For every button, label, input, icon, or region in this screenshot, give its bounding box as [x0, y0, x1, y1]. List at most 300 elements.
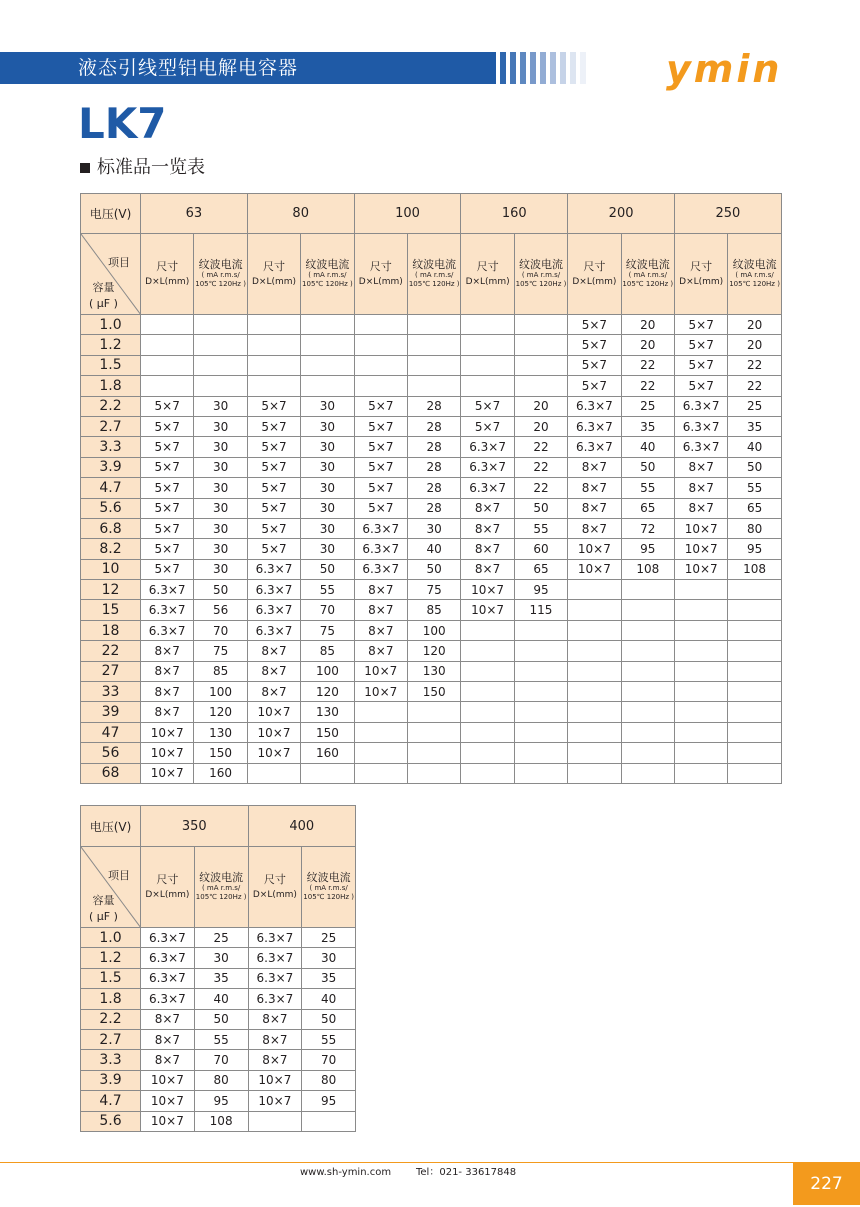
footer-telephone: Tel：021- 33617848	[416, 1167, 517, 1178]
ripple-header-condition: 105℃ 120Hz )	[303, 893, 354, 901]
ripple-header-condition: 105℃ 120Hz )	[729, 280, 780, 288]
ripple-cell: 20	[514, 416, 567, 436]
size-cell	[568, 600, 621, 620]
size-cell: 10×7	[354, 661, 407, 681]
size-cell: 6.3×7	[674, 396, 727, 416]
ripple-cell	[728, 743, 781, 763]
ripple-cell: 50	[728, 457, 781, 477]
capacitance-cell: 68	[81, 763, 141, 783]
size-cell	[674, 620, 727, 640]
ripple-cell	[621, 620, 674, 640]
ripple-cell: 70	[301, 600, 354, 620]
size-header-unit: D×L(mm)	[145, 276, 190, 287]
ripple-cell: 55	[302, 1029, 356, 1049]
size-cell: 6.3×7	[247, 620, 300, 640]
size-header-label: 尺寸	[369, 259, 392, 273]
size-cell: 10×7	[247, 702, 300, 722]
table-row	[81, 968, 356, 988]
size-cell	[568, 620, 621, 640]
ripple-cell	[407, 376, 460, 396]
size-cell: 10×7	[461, 580, 514, 600]
table-row	[81, 641, 782, 661]
ripple-header-label: 纹波电流	[198, 258, 243, 271]
corner-header	[81, 234, 141, 315]
ripple-cell: 20	[621, 335, 674, 355]
ripple-cell: 70	[194, 1050, 248, 1070]
size-cell: 5×7	[568, 335, 621, 355]
size-cell: 8×7	[141, 641, 194, 661]
ripple-cell: 30	[301, 437, 354, 457]
ripple-cell	[621, 763, 674, 783]
ripple-cell: 30	[301, 498, 354, 518]
capacitance-cell: 5.6	[81, 1111, 141, 1131]
ripple-cell: 30	[194, 498, 247, 518]
size-cell	[461, 376, 514, 396]
ripple-header-condition: 105℃ 120Hz )	[515, 280, 567, 288]
ripple-cell: 100	[407, 620, 460, 640]
spec-table-1	[80, 193, 782, 784]
size-header	[568, 234, 621, 315]
size-cell: 10×7	[141, 1070, 195, 1090]
size-cell: 10×7	[674, 559, 727, 579]
ripple-cell	[728, 661, 781, 681]
table-row	[81, 416, 782, 436]
table-row	[81, 702, 782, 722]
ripple-cell: 56	[194, 600, 247, 620]
capacitance-cell: 8.2	[81, 539, 141, 559]
size-cell: 6.3×7	[248, 948, 302, 968]
ripple-cell: 22	[621, 355, 674, 375]
ripple-cell	[407, 743, 460, 763]
ripple-header-label: 纹波电流	[199, 871, 244, 884]
capacitance-cell: 3.9	[81, 1070, 141, 1090]
ripple-header	[728, 234, 781, 315]
size-cell	[247, 376, 300, 396]
capacitance-cell: 39	[81, 702, 141, 722]
size-header	[141, 847, 195, 928]
size-cell: 5×7	[247, 498, 300, 518]
ripple-cell	[514, 620, 567, 640]
ripple-cell	[301, 315, 354, 335]
capacitance-cell: 1.2	[81, 948, 141, 968]
ripple-cell: 85	[407, 600, 460, 620]
size-cell	[461, 661, 514, 681]
ripple-cell	[621, 702, 674, 722]
ripple-cell	[301, 355, 354, 375]
capacitance-cell: 1.8	[81, 989, 141, 1009]
capacitance-cell: 5.6	[81, 498, 141, 518]
table-row	[81, 518, 782, 538]
ripple-cell: 95	[728, 539, 781, 559]
size-cell	[354, 743, 407, 763]
page-header-title: 液态引线型铝电解电容器	[78, 57, 299, 79]
table-row	[81, 396, 782, 416]
size-cell: 10×7	[674, 539, 727, 559]
ripple-header	[301, 234, 354, 315]
size-cell: 8×7	[141, 702, 194, 722]
capacity-unit: ( μF )	[89, 910, 118, 923]
size-cell	[461, 620, 514, 640]
size-cell: 6.3×7	[461, 457, 514, 477]
size-cell: 5×7	[141, 498, 194, 518]
ripple-cell	[621, 661, 674, 681]
size-cell: 5×7	[141, 478, 194, 498]
ripple-cell: 28	[407, 457, 460, 477]
ripple-cell	[728, 682, 781, 702]
ripple-cell: 85	[301, 641, 354, 661]
ripple-cell: 30	[194, 457, 247, 477]
table-row	[81, 661, 782, 681]
ripple-cell: 95	[194, 1091, 248, 1111]
ripple-cell: 30	[194, 518, 247, 538]
size-cell: 8×7	[354, 641, 407, 661]
ripple-cell	[728, 763, 781, 783]
ripple-cell: 30	[194, 416, 247, 436]
size-cell: 5×7	[141, 396, 194, 416]
voltage-header: 200	[568, 194, 675, 234]
size-cell	[674, 580, 727, 600]
size-cell: 5×7	[141, 518, 194, 538]
voltage-header: 63	[141, 194, 248, 234]
ripple-header-label: 纹波电流	[732, 258, 777, 271]
ripple-cell: 30	[194, 437, 247, 457]
header-stripes	[490, 52, 590, 84]
ripple-header	[302, 847, 356, 928]
size-header	[461, 234, 514, 315]
ripple-cell: 120	[301, 682, 354, 702]
capacitance-cell: 2.2	[81, 1009, 141, 1029]
ripple-cell	[194, 355, 247, 375]
capacitance-cell: 15	[81, 600, 141, 620]
voltage-header-label: 电压(V)	[81, 194, 141, 234]
ripple-header-label: 纹波电流	[306, 871, 351, 884]
size-header-unit: D×L(mm)	[252, 889, 297, 900]
section-title-text: 标准品一览表	[97, 157, 205, 178]
size-cell: 10×7	[674, 518, 727, 538]
size-cell	[354, 763, 407, 783]
ripple-cell: 30	[301, 518, 354, 538]
size-cell	[354, 315, 407, 335]
size-cell: 8×7	[141, 1050, 195, 1070]
size-cell	[568, 580, 621, 600]
ripple-cell: 100	[301, 661, 354, 681]
ripple-cell	[621, 682, 674, 702]
ripple-cell: 55	[301, 580, 354, 600]
ripple-cell: 20	[514, 396, 567, 416]
size-header-unit: D×L(mm)	[251, 276, 297, 287]
size-cell: 5×7	[247, 478, 300, 498]
size-cell: 6.3×7	[568, 396, 621, 416]
size-cell: 8×7	[247, 661, 300, 681]
size-cell: 8×7	[248, 1029, 302, 1049]
ripple-cell: 160	[301, 743, 354, 763]
size-cell	[568, 763, 621, 783]
table-row	[81, 600, 782, 620]
size-cell: 5×7	[247, 539, 300, 559]
voltage-header: 80	[247, 194, 354, 234]
size-cell	[568, 682, 621, 702]
item-label: 项目	[108, 256, 130, 269]
size-header-unit: D×L(mm)	[572, 276, 617, 287]
ripple-cell: 55	[621, 478, 674, 498]
size-cell	[141, 376, 194, 396]
ripple-cell: 80	[728, 518, 781, 538]
size-cell	[461, 335, 514, 355]
table-row	[81, 722, 782, 742]
size-cell	[247, 315, 300, 335]
spec-table-2	[80, 805, 356, 1132]
ripple-cell: 40	[407, 539, 460, 559]
size-cell: 8×7	[141, 661, 194, 681]
size-cell	[248, 1111, 302, 1131]
ripple-cell: 50	[407, 559, 460, 579]
capacitance-cell: 27	[81, 661, 141, 681]
ripple-cell: 50	[194, 580, 247, 600]
size-cell: 10×7	[141, 743, 194, 763]
ripple-cell: 30	[194, 539, 247, 559]
ripple-cell: 28	[407, 478, 460, 498]
ripple-cell: 150	[301, 722, 354, 742]
ripple-cell: 120	[194, 702, 247, 722]
size-cell: 5×7	[674, 335, 727, 355]
size-cell: 8×7	[248, 1050, 302, 1070]
capacitance-cell: 6.8	[81, 518, 141, 538]
ripple-cell: 22	[621, 376, 674, 396]
size-cell: 5×7	[461, 396, 514, 416]
size-cell: 8×7	[674, 457, 727, 477]
size-cell	[354, 355, 407, 375]
table-row	[81, 1091, 356, 1111]
size-cell: 5×7	[461, 416, 514, 436]
ripple-cell: 108	[728, 559, 781, 579]
size-cell: 5×7	[354, 396, 407, 416]
size-cell: 6.3×7	[461, 437, 514, 457]
ripple-cell: 25	[728, 396, 781, 416]
table-row	[81, 948, 356, 968]
size-cell: 10×7	[247, 743, 300, 763]
size-header-label: 尺寸	[476, 259, 499, 273]
size-cell: 6.3×7	[141, 968, 195, 988]
capacitance-cell: 3.9	[81, 457, 141, 477]
ripple-cell	[514, 355, 567, 375]
size-cell: 6.3×7	[568, 416, 621, 436]
size-cell: 8×7	[141, 1029, 195, 1049]
ripple-cell: 108	[621, 559, 674, 579]
size-cell: 10×7	[141, 1111, 195, 1131]
size-cell: 5×7	[568, 315, 621, 335]
ripple-cell: 30	[301, 457, 354, 477]
size-cell: 6.3×7	[141, 928, 195, 948]
page-number: 227	[793, 1163, 860, 1205]
capacity-label-text: 容量	[92, 281, 115, 294]
size-header-label: 尺寸	[156, 259, 179, 273]
table-row	[81, 1029, 356, 1049]
size-cell	[141, 335, 194, 355]
size-cell	[568, 702, 621, 722]
size-cell: 8×7	[568, 498, 621, 518]
size-cell	[674, 641, 727, 661]
size-cell: 6.3×7	[247, 559, 300, 579]
size-cell: 5×7	[247, 457, 300, 477]
size-cell	[461, 641, 514, 661]
brand-logo: ymin	[666, 47, 783, 91]
ripple-cell: 30	[301, 396, 354, 416]
size-header-label: 尺寸	[583, 259, 606, 273]
capacitance-cell: 4.7	[81, 478, 141, 498]
ripple-cell	[514, 763, 567, 783]
size-cell: 8×7	[568, 518, 621, 538]
table-row	[81, 928, 356, 948]
ripple-header-unit: ( mA r.m.s/	[308, 271, 347, 279]
size-cell: 6.3×7	[674, 416, 727, 436]
size-cell: 5×7	[354, 498, 407, 518]
ripple-cell	[621, 600, 674, 620]
ripple-cell	[728, 580, 781, 600]
ripple-cell: 160	[194, 763, 247, 783]
size-cell	[461, 722, 514, 742]
size-cell: 6.3×7	[248, 968, 302, 988]
ripple-cell: 65	[728, 498, 781, 518]
ripple-cell: 35	[302, 968, 356, 988]
capacitance-cell: 1.5	[81, 355, 141, 375]
table-row	[81, 335, 782, 355]
size-cell: 8×7	[354, 580, 407, 600]
capacity-unit: ( μF )	[89, 297, 118, 310]
ripple-cell	[514, 376, 567, 396]
size-header	[141, 234, 194, 315]
ripple-cell: 95	[514, 580, 567, 600]
size-cell: 8×7	[461, 498, 514, 518]
ripple-cell	[514, 315, 567, 335]
ripple-header-unit: ( mA r.m.s/	[521, 271, 561, 279]
ripple-cell: 70	[194, 620, 247, 640]
size-cell: 8×7	[354, 600, 407, 620]
ripple-cell: 30	[194, 559, 247, 579]
size-cell: 10×7	[248, 1070, 302, 1090]
ripple-cell: 85	[194, 661, 247, 681]
size-cell	[674, 722, 727, 742]
size-cell	[461, 743, 514, 763]
capacitance-cell: 1.2	[81, 335, 141, 355]
size-cell: 8×7	[461, 539, 514, 559]
ripple-header-condition: 105℃ 120Hz )	[195, 280, 246, 288]
ripple-cell: 30	[302, 948, 356, 968]
size-cell: 6.3×7	[141, 620, 194, 640]
ripple-cell	[301, 376, 354, 396]
ripple-header-unit: ( mA r.m.s/	[628, 271, 667, 279]
size-cell	[354, 376, 407, 396]
size-cell: 5×7	[141, 416, 194, 436]
voltage-header-label: 电压(V)	[81, 806, 141, 847]
table-row	[81, 478, 782, 498]
ripple-cell: 65	[514, 559, 567, 579]
size-cell: 8×7	[247, 682, 300, 702]
ripple-cell: 30	[301, 478, 354, 498]
table-row	[81, 539, 782, 559]
table-row	[81, 682, 782, 702]
size-cell: 6.3×7	[141, 600, 194, 620]
size-cell	[461, 355, 514, 375]
capacitance-cell: 47	[81, 722, 141, 742]
capacitance-cell: 1.0	[81, 928, 141, 948]
table-row	[81, 1009, 356, 1029]
table-row	[81, 763, 782, 783]
ripple-cell	[621, 722, 674, 742]
size-cell: 6.3×7	[354, 539, 407, 559]
square-bullet-icon	[80, 163, 90, 173]
ripple-cell: 80	[194, 1070, 248, 1090]
ripple-header	[194, 847, 248, 928]
size-cell	[461, 763, 514, 783]
ripple-cell: 120	[407, 641, 460, 661]
size-cell: 8×7	[141, 682, 194, 702]
ripple-cell	[728, 641, 781, 661]
ripple-cell	[514, 335, 567, 355]
size-cell	[568, 743, 621, 763]
ripple-cell: 75	[194, 641, 247, 661]
ripple-header-unit: ( mA r.m.s/	[309, 884, 348, 892]
ripple-cell: 130	[407, 661, 460, 681]
ripple-cell	[194, 335, 247, 355]
ripple-cell: 40	[194, 989, 248, 1009]
table-row	[81, 437, 782, 457]
ripple-cell: 30	[194, 478, 247, 498]
ripple-cell: 28	[407, 396, 460, 416]
size-cell: 6.3×7	[141, 989, 195, 1009]
ripple-cell: 22	[514, 457, 567, 477]
ripple-cell: 60	[514, 539, 567, 559]
size-cell: 10×7	[461, 600, 514, 620]
size-cell: 6.3×7	[248, 928, 302, 948]
size-cell: 10×7	[141, 1091, 195, 1111]
table-row	[81, 580, 782, 600]
table-row	[81, 315, 782, 335]
ripple-header-condition: 105℃ 120Hz )	[408, 280, 460, 288]
ripple-header-label: 纹波电流	[412, 258, 457, 271]
capacitance-cell: 1.8	[81, 376, 141, 396]
size-cell: 5×7	[247, 396, 300, 416]
ripple-cell: 72	[621, 518, 674, 538]
size-cell: 5×7	[141, 437, 194, 457]
ripple-cell	[514, 682, 567, 702]
ripple-cell: 40	[621, 437, 674, 457]
capacitance-cell: 33	[81, 682, 141, 702]
model-title: LK7	[78, 99, 167, 148]
ripple-cell: 25	[621, 396, 674, 416]
size-cell: 5×7	[141, 457, 194, 477]
size-cell: 5×7	[354, 457, 407, 477]
ripple-cell	[301, 335, 354, 355]
ripple-cell	[728, 620, 781, 640]
ripple-cell: 150	[194, 743, 247, 763]
size-cell	[568, 722, 621, 742]
size-header-unit: D×L(mm)	[145, 889, 190, 900]
size-cell: 5×7	[568, 355, 621, 375]
voltage-header: 160	[461, 194, 568, 234]
ripple-cell: 80	[302, 1070, 356, 1090]
ripple-cell: 20	[728, 315, 781, 335]
size-cell: 6.3×7	[354, 518, 407, 538]
size-cell: 5×7	[247, 437, 300, 457]
ripple-cell: 25	[194, 928, 248, 948]
size-cell: 8×7	[248, 1009, 302, 1029]
capacitance-cell: 2.7	[81, 416, 141, 436]
voltage-header: 250	[674, 194, 781, 234]
table-row	[81, 559, 782, 579]
ripple-cell: 35	[194, 968, 248, 988]
size-cell: 10×7	[141, 722, 194, 742]
size-cell: 6.3×7	[461, 478, 514, 498]
